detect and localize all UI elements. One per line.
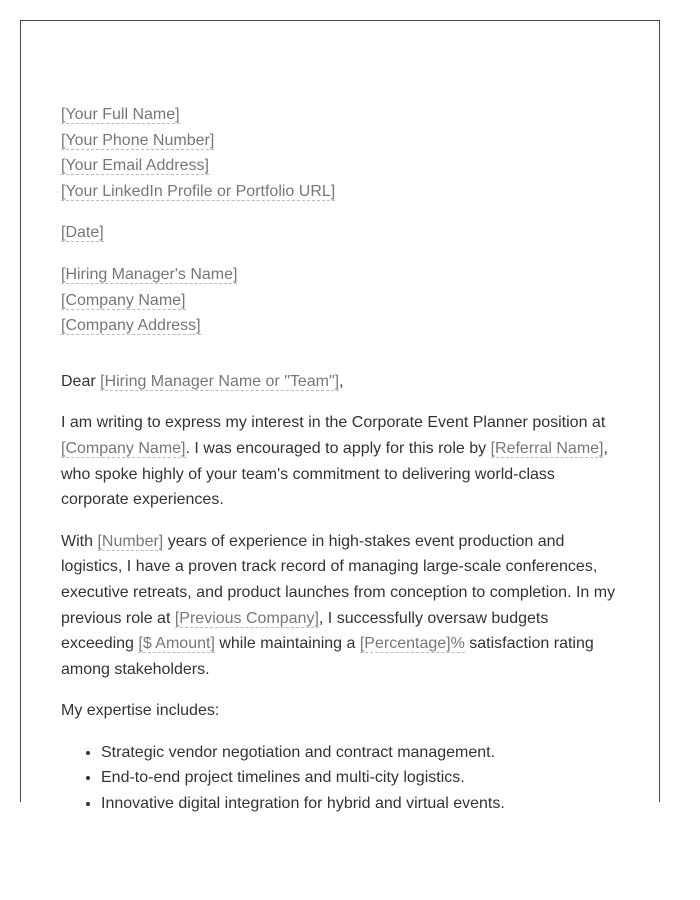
paragraph-intro-company[interactable]: [Company Name] — [61, 439, 186, 457]
paragraph-intro-text-1: I am writing to express my interest in the Corporate Event Planner position at — [61, 414, 606, 432]
salutation-prefix: Dear — [61, 372, 101, 390]
recipient-company-name[interactable]: [Company Name] — [61, 291, 186, 309]
sender-block — [61, 102, 623, 204]
paragraph-intro-referral[interactable]: [Referral Name] — [490, 439, 604, 457]
sender-linkedin[interactable]: [Your LinkedIn Profile or Portfolio URL] — [61, 182, 336, 200]
sender-phone[interactable]: [Your Phone Number] — [61, 131, 215, 149]
paragraph-experience-text-5: satisfaction rating among stakeholders. — [61, 635, 594, 678]
letter-page — [20, 20, 660, 813]
letter-content — [61, 102, 623, 817]
paragraph-intro-text-2: . I was encouraged to apply for this role by — [185, 439, 491, 457]
paragraph-experience-number[interactable]: [Number] — [97, 532, 164, 550]
expertise-item: • Innovative digital integration for hybrid and virtual events. — [101, 791, 623, 817]
expertise-intro: My expertise includes: — [61, 702, 220, 720]
recipient-block — [61, 262, 623, 339]
recipient-manager-name[interactable]: [Hiring Manager's Name] — [61, 265, 238, 283]
salutation — [61, 369, 623, 395]
date-block — [61, 220, 623, 246]
paragraph-experience-text-1: With — [61, 532, 98, 550]
paragraph-experience-previous-company[interactable]: [Previous Company] — [174, 609, 319, 627]
paragraph-experience-text-2: years of experience in high-stakes event production and logistics, I have a proven track record of managing large-scale conferences, executive retreats, and product launches from conception to completion. In my previous role at — [61, 532, 616, 627]
expertise-list — [61, 740, 623, 817]
paragraph-experience — [61, 529, 623, 683]
sender-email[interactable]: [Your Email Address] — [61, 157, 209, 175]
sender-full-name[interactable]: [Your Full Name] — [61, 106, 180, 123]
expertise-item: • Strategic vendor negotiation and contract management. — [101, 740, 623, 766]
paragraph-experience-text-3: , I successfully oversaw budgets exceeding — [61, 609, 549, 653]
paragraph-experience-amount[interactable]: [$ Amount] — [138, 635, 215, 653]
paragraph-intro — [61, 410, 623, 512]
recipient-company-address[interactable]: [Company Address] — [61, 317, 201, 335]
paragraph-experience-percentage[interactable]: [Percentage]% — [359, 635, 465, 653]
paragraph-experience-text-4: while maintaining a — [214, 635, 360, 653]
letter-date[interactable]: [Date] — [61, 224, 104, 242]
salutation-suffix: , — [339, 372, 344, 390]
salutation-name[interactable]: [Hiring Manager Name or "Team"] — [100, 372, 340, 390]
paragraph-intro-text-3: , who spoke highly of your team's commitment to delivering world-class corporate experiences. — [61, 439, 608, 509]
expertise-item: • End-to-end project timelines and multi-city logistics. — [101, 765, 623, 791]
